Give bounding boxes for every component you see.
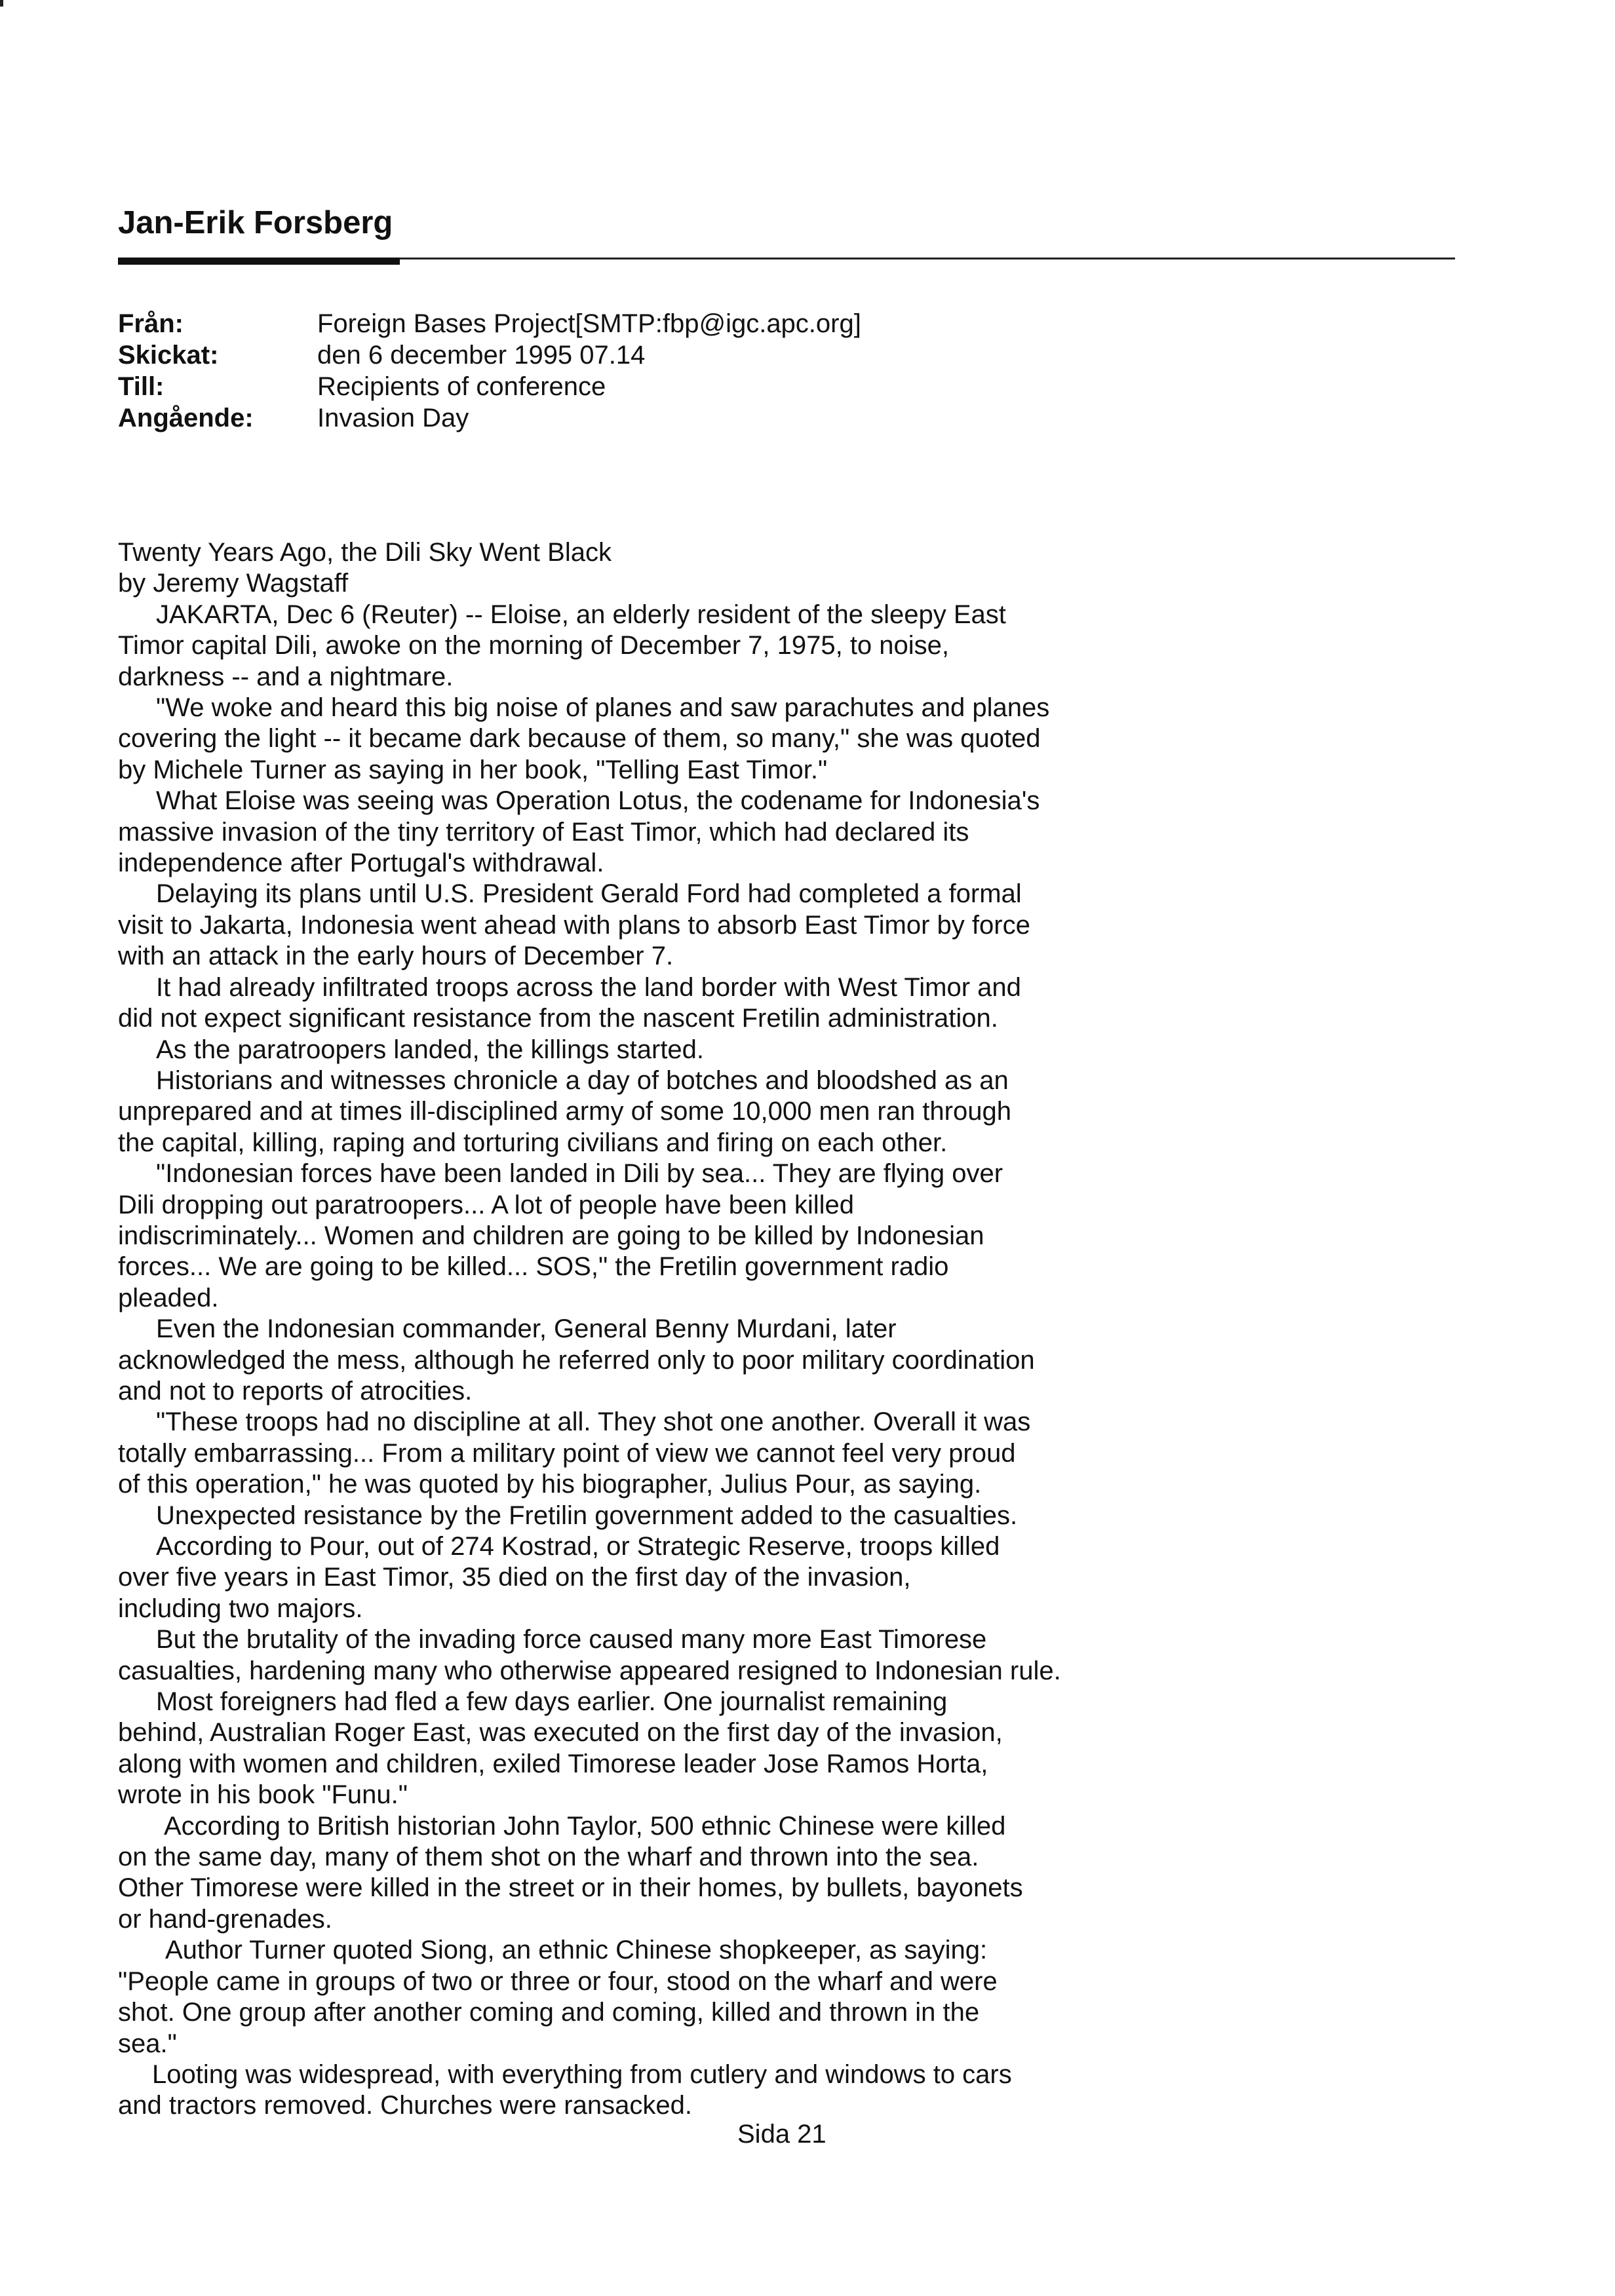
meta-row-sent <box>118 339 861 371</box>
article-line: and tractors removed. Churches were ransacked. <box>118 2091 692 2120</box>
meta-label: Angående: <box>118 404 254 432</box>
article-line: Looting was widespread, with everything from cutlery and windows to cars <box>152 2059 1012 2089</box>
article-line: did not expect significant resistance from the nascent Fretilin administration. <box>118 1004 998 1033</box>
article-line: or hand-grenades. <box>118 1904 332 1934</box>
article-line: unprepared and at times ill-disciplined army of some 10,000 men ran through <box>118 1097 1011 1126</box>
article-line: totally embarrassing... From a military point of view we cannot feel very proud <box>118 1438 1016 1468</box>
article-line: massive invasion of the tiny territory of East Timor, which had declared its <box>118 817 969 847</box>
page-number: Sida 21 <box>737 2120 827 2149</box>
article-line: But the brutality of the invading force caused many more East Timorese <box>156 1625 987 1655</box>
article-line: Delaying its plans until U.S. President Gerald Ford had completed a formal <box>156 879 1022 909</box>
article-line: visit to Jakarta, Indonesia went ahead with plans to absorb East Timor by force <box>118 910 1030 940</box>
meta-label: Skickat: <box>118 341 219 370</box>
email-metadata <box>118 308 861 434</box>
article-line: independence after Portugal's withdrawal. <box>118 849 604 878</box>
article-line: As the paratroopers landed, the killings started. <box>156 1035 705 1064</box>
article-line: JAKARTA, Dec 6 (Reuter) -- Eloise, an elderly resident of the sleepy East <box>156 600 1006 629</box>
article-line: Other Timorese were killed in the street or in their homes, by bullets, bayonets <box>118 1873 1023 1903</box>
article-line: Unexpected resistance by the Fretilin government added to the casualties. <box>156 1501 1018 1530</box>
sender-name-heading: Jan-Erik Forsberg <box>118 205 393 240</box>
article-byline: by Jeremy Wagstaff <box>118 569 349 598</box>
article-line: casualties, hardening many who otherwise appeared resigned to Indonesian rule. <box>118 1656 1061 1685</box>
article-line: According to Pour, out of 274 Kostrad, or Strategic Reserve, troops killed <box>156 1532 1000 1561</box>
article-title: Twenty Years Ago, the Dili Sky Went Black <box>118 538 612 567</box>
meta-value: Recipients of conference <box>317 372 606 401</box>
article-line: Most foreigners had fled a few days earlier. One journalist remaining <box>156 1687 948 1717</box>
article-line: Even the Indonesian commander, General Benny Murdani, later <box>156 1314 897 1344</box>
meta-row-to <box>118 371 861 402</box>
article-line: "We woke and heard this big noise of planes and saw parachutes and planes <box>156 693 1050 723</box>
meta-row-from <box>118 308 861 339</box>
article-line: "People came in groups of two or three or four, stood on the wharf and were <box>118 1966 998 1996</box>
article-line: acknowledged the mess, although he referred only to poor military coordination <box>118 1345 1035 1375</box>
meta-value: den 6 december 1995 07.14 <box>317 341 646 370</box>
article-line: indiscriminately... Women and children are going to be killed by Indonesian <box>118 1221 984 1250</box>
meta-value: Foreign Bases Project[SMTP:fbp@igc.apc.org] <box>317 309 861 338</box>
meta-value: Invasion Day <box>317 404 469 432</box>
meta-row-subject <box>118 402 861 434</box>
article-line: along with women and children, exiled Timorese leader Jose Ramos Horta, <box>118 1749 988 1778</box>
article-line: of this operation," he was quoted by his biographer, Julius Pour, as saying. <box>118 1470 982 1499</box>
article-line: sea." <box>118 2029 177 2058</box>
article-body <box>118 537 1140 2122</box>
meta-label: Till: <box>118 372 165 401</box>
article-line: forces... We are going to be killed... SOS," the Fretilin government radio <box>118 1252 949 1282</box>
article-line: covering the light -- it became dark because of them, so many," she was quoted <box>118 724 1041 754</box>
article-line: with an attack in the early hours of December 7. <box>118 942 674 971</box>
article-line: What Eloise was seeing was Operation Lotus, the codename for Indonesia's <box>156 786 1040 816</box>
article-line: including two majors. <box>118 1594 363 1623</box>
article-line: wrote in his book "Funu." <box>118 1780 408 1810</box>
article-line: the capital, killing, raping and torturing civilians and firing on each other. <box>118 1128 948 1157</box>
article-line: According to British historian John Taylor, 500 ethnic Chinese were killed <box>164 1811 1006 1841</box>
article-line: over five years in East Timor, 35 died on the first day of the invasion, <box>118 1563 911 1592</box>
article-line: Author Turner quoted Siong, an ethnic Chinese shopkeeper, as saying: <box>165 1936 988 1965</box>
header-rule-accent <box>118 258 400 265</box>
article-line: "Indonesian forces have been landed in Dili by sea... They are flying over <box>156 1159 1003 1189</box>
article-line: Timor capital Dili, awoke on the morning of December 7, 1975, to noise, <box>118 631 950 660</box>
article-line: by Michele Turner as saying in her book, "Telling East Timor." <box>118 755 828 784</box>
scan-edge-mark <box>0 0 3 7</box>
article-line: shot. One group after another coming and coming, killed and thrown in the <box>118 1998 980 2027</box>
meta-label: Från: <box>118 309 184 338</box>
article-line: "These troops had no discipline at all. They shot one another. Overall it was <box>156 1407 1031 1437</box>
article-line: on the same day, many of them shot on the wharf and thrown into the sea. <box>118 1843 979 1872</box>
article-line: pleaded. <box>118 1283 219 1312</box>
article-line: darkness -- and a nightmare. <box>118 662 454 691</box>
article-line: It had already infiltrated troops across the land border with West Timor and <box>156 972 1021 1002</box>
article-line: Dili dropping out paratroopers... A lot of people have been killed <box>118 1190 854 1219</box>
article-line: and not to reports of atrocities. <box>118 1376 473 1406</box>
article-line: Historians and witnesses chronicle a day of botches and bloodshed as an <box>156 1065 1009 1095</box>
article-line: behind, Australian Roger East, was executed on the first day of the invasion, <box>118 1718 1003 1748</box>
